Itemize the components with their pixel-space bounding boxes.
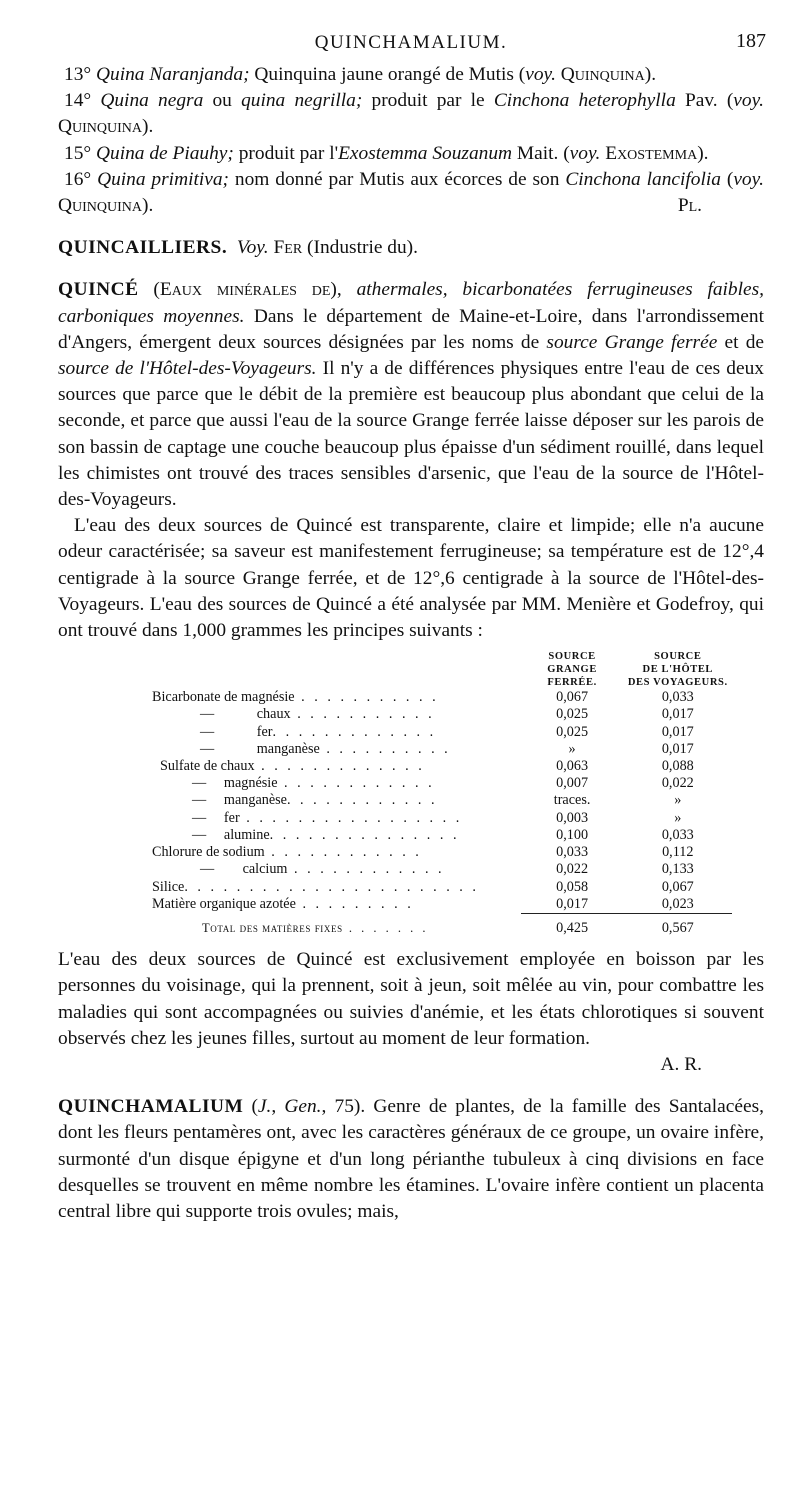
table-row: Silice. . . . . . . . . . . . . . . . . . . . . . . 0,058 0,067 (152, 878, 694, 895)
entry-headword: QUINCHAMALIUM (58, 1096, 244, 1118)
list-item: 16° Quina primitiva; nom donné par Mutis aux écorces de son Cinchona lancifolia (voy. Quinquina). Pl. (58, 167, 764, 219)
entry-quinchamalium: QUINCHAMALIUM (J., Gen., 75). Genre de plantes, de la famille des Santalacées, dont les fleurs pentamères ont, avec les caractères généraux de ce groupe, un ovaire infère, surmonté d'un disque épigyne et d'un long périanthe tubuleux à cinq divisions en face desquelles se trouvent en même nombre les étamines. L'ovaire infère contient un placenta central libre qui supporte trois ovules; mais, (58, 1096, 764, 1222)
table-row: — chaux . . . . . . . . . . . 0,025 0,017 (200, 706, 694, 723)
author-signature: A. R. (660, 1053, 702, 1075)
entry-quince: QUINCÉ (Eaux minérales de), athermales, bicarbonatées ferrugineuses faibles, carboniques moyennes. Dans le département de Maine-et-Loire, dans l'arrondissement d'Angers, émergent deux sources désignées par les noms de source Grange ferrée et de source de l'Hôtel-des-Voyageurs. Il n'y a de différences physiques entre l'eau de ces deux sources que parce que le débit de la première est beaucoup plus abondant que celui de la seconde, et parce que aussi l'eau de la source Grange ferrée laisse déposer sur les parois de son bassin de captage une couche beaucoup plus épaisse d'un sédiment rouillé, dans lequel les chimistes ont trouvé des traces sensibles d'arsenic, que l'eau de la source de l'Hôtel-des-Voyageurs. (58, 279, 765, 511)
column-header: SOURCE (548, 651, 596, 663)
table-row: — calcium . . . . . . . . . . . . 0,022 0,133 (200, 861, 694, 878)
page (58, 30, 764, 1225)
paragraph: L'eau des deux sources de Quincé est transparente, claire et limpide; elle n'a aucune odeur caractérisée; sa saveur est manifestement ferrugineuse; sa température est de 12°,4 centigrade à la source Grange ferrée, et de 12°,6 centigrade à la source de l'Hôtel-des-Voyageurs. L'eau des sources de Quincé a été analysée par MM. Menière et Godefroy, qui ont trouvé dans 1,000 grammes les principes suivants : (58, 515, 764, 642)
column-header: SOURCE (654, 651, 702, 663)
table-row: — alumine. . . . . . . . . . . . . . . 0,100 0,033 (192, 826, 694, 843)
table-row: — manganèse . . . . . . . . . . » 0,017 (200, 740, 694, 757)
table-row: Chlorure de sodium . . . . . . . . . . . . 0,033 0,112 (152, 844, 694, 861)
table-row: — fer. . . . . . . . . . . . . 0,025 0,017 (200, 723, 694, 740)
table-row: Sulfate de chaux . . . . . . . . . . . . . 0,063 0,088 (160, 758, 694, 775)
entry-quincailliers: QUINCAILLIERS. Voy. Fer (Industrie du). (58, 237, 418, 259)
table-header (152, 650, 732, 663)
analysis-table: SOURCE SOURCE GRANGE DE L'HÔTEL FERRÉE. DES VOYAGEURS. Bicarbonate de magnésie . . . . . . . . . . . 0,067 0,033 — chaux . . . . . . . . . . . 0,025 0,017 — fer. . . . . . . . . . . . . 0,025 0,017 — manganèse . . . . . . . . . . » 0,017 Sulfate de chaux . . . . . . . . . . . . . 0,063 0,088 — magnésie . . . . . . . . . . . . 0,007 0,022 — manganèse. . . . . . . . . . . . traces. » — fer . . . . . . . . . . . . . . . . . 0,003 » — alumine. . . . . . . . . . . . . . . 0,100 0,033 Chlorure de sodium . . . . . . . . . . . . 0,033 0,112 — calcium . . . . . . . . . . . . 0,022 0,133 Silice. . . . . . . . . . . . . . . . . . . . . . . 0,058 0,067 Matière organique azotée . . . . . . . . . 0,017 0,023 Total des matières fixes . . . . . . . 0,425 0,567 (152, 650, 732, 937)
table-row: — manganèse. . . . . . . . . . . . traces. » (192, 792, 682, 809)
table-total-row: Total des matières fixes . . . . . . . 0,425 0,567 (202, 919, 694, 936)
list-item: 14° Quina negra ou quina negrilla; produit par le Cinchona heterophylla Pav. (voy. Quinquina). (58, 90, 764, 138)
table-row: Bicarbonate de magnésie . . . . . . . . . . . 0,067 0,033 (152, 689, 694, 706)
entry-headword: QUINCAILLIERS. (58, 237, 228, 259)
page-header (58, 30, 764, 62)
paragraph: L'eau des deux sources de Quincé est exclusivement employée en boisson par les personnes du voisinage, qui la prennent, soit à jeun, soit mêlée au vin, pour combattre les maladies qui sont accompagnées ou suivies d'anémie, et les états chlorotiques si souvent observés chez les jeunes filles, surtout au moment de leur formation. (58, 949, 764, 1049)
table-row: — fer . . . . . . . . . . . . . . . . . 0,003 » (192, 809, 682, 826)
running-title: QUINCHAMALIUM. (314, 32, 508, 53)
table-row: Matière organique azotée . . . . . . . . . 0,017 0,023 (152, 895, 694, 912)
table-row: — magnésie . . . . . . . . . . . . 0,007 0,022 (192, 775, 694, 792)
list-item: 13° Quina Naranjanda; Quinquina jaune orangé de Mutis (voy. Quinquina). (64, 64, 657, 85)
list-item: 15° Quina de Piauhy; produit par l'Exostemma Souzanum Mait. (voy. Exostemma). (64, 142, 709, 164)
page-number: 187 (736, 30, 766, 52)
author-signature: Pl. (677, 195, 702, 217)
entry-headword: QUINCÉ (58, 279, 139, 301)
